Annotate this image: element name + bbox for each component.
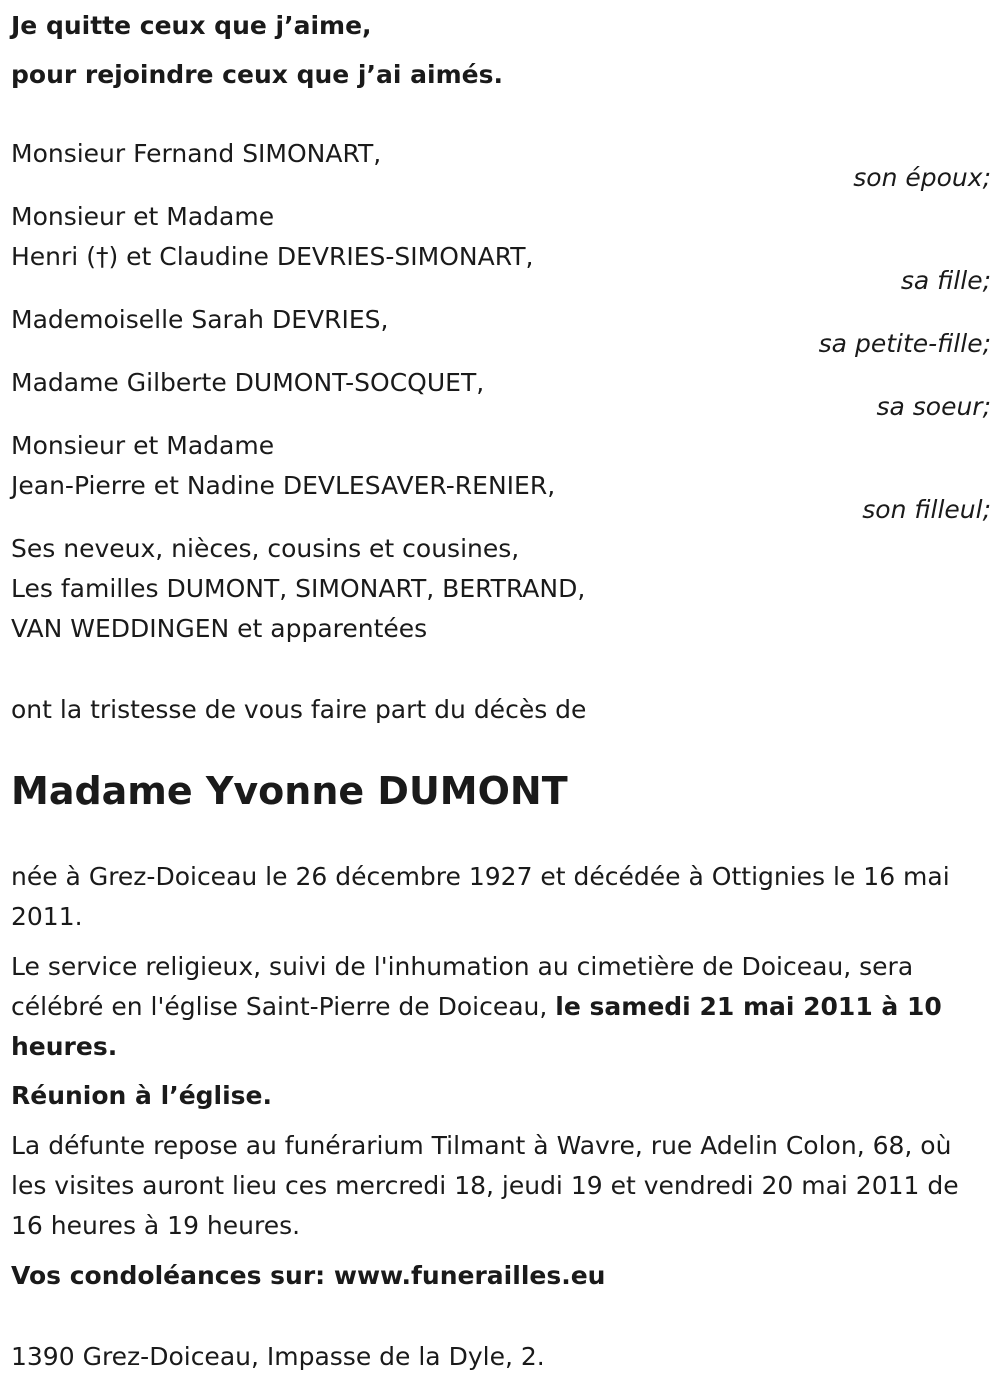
family-relation-row bbox=[11, 261, 991, 301]
other-relatives bbox=[11, 529, 991, 649]
epigraph-line-1: Je quitte ceux que j’aime, bbox=[11, 11, 372, 40]
other-relatives-line: Ses neveux, nièces, cousins et cousines, bbox=[11, 534, 520, 563]
birth-death-info: née à Grez-Doiceau le 26 décembre 1927 et décédée à Ottignies le 16 mai 2011. bbox=[11, 862, 950, 931]
condolences-link[interactable]: Vos condoléances sur: www.funerailles.eu bbox=[11, 1261, 606, 1290]
other-relatives-line: VAN WEDDINGEN et apparentées bbox=[11, 614, 428, 643]
address-text: 1390 Grez-Doiceau, Impasse de la Dyle, 2. bbox=[11, 1342, 545, 1371]
visits-info: La défunte repose au funérarium Tilmant à Wavre, rue Adelin Colon, 68, où les visites auront lieu ces mercredi 18, jeudi 19 et vendredi 20 mai 2011 de 16 heures à 19 heures. bbox=[11, 1131, 959, 1240]
family-relation: sa soeur; bbox=[876, 392, 991, 421]
family-relation-row bbox=[11, 490, 991, 530]
service-text: Le service religieux, suivi de l'inhumation au cimetière de Doiceau, sera célébré en l'église Saint-Pierre de Doiceau, bbox=[11, 952, 914, 1021]
family-name: Monsieur et Madame bbox=[11, 431, 275, 460]
family-name: Monsieur Fernand SIMONART, bbox=[11, 139, 382, 168]
announcement bbox=[11, 690, 991, 730]
family-relation: sa petite-fille; bbox=[818, 329, 991, 358]
service-date: le samedi 21 mai 2011 à 10 heures. bbox=[11, 992, 942, 1061]
condolences-block bbox=[11, 1256, 991, 1296]
family-relation: son filleul; bbox=[862, 495, 991, 524]
epigraph-line-2: pour rejoindre ceux que j’ai aimés. bbox=[11, 60, 503, 89]
family-relation: son époux; bbox=[853, 163, 991, 192]
meeting-text: Réunion à l’église. bbox=[11, 1081, 273, 1110]
family-relation-row bbox=[11, 324, 991, 364]
family-relation-row bbox=[11, 158, 991, 198]
announcement-text: ont la tristesse de vous faire part du décès de bbox=[11, 695, 587, 724]
address-block bbox=[11, 1337, 991, 1377]
deceased-name-block bbox=[11, 767, 991, 815]
service-info bbox=[11, 947, 991, 1067]
deceased-name: Madame Yvonne DUMONT bbox=[11, 769, 568, 813]
family-relation: sa fille; bbox=[900, 266, 991, 295]
family-name: Mademoiselle Sarah DEVRIES, bbox=[11, 305, 389, 334]
family-name: Monsieur et Madame bbox=[11, 202, 275, 231]
other-relatives-line: Les familles DUMONT, SIMONART, BERTRAND, bbox=[11, 574, 586, 603]
meeting-info bbox=[11, 1076, 991, 1116]
family-relation-row bbox=[11, 387, 991, 427]
family-name: Jean-Pierre et Nadine DEVLESAVER-RENIER, bbox=[11, 471, 556, 500]
family-name: Henri (†) et Claudine DEVRIES-SIMONART, bbox=[11, 242, 534, 271]
family-name: Madame Gilberte DUMONT-SOCQUET, bbox=[11, 368, 485, 397]
